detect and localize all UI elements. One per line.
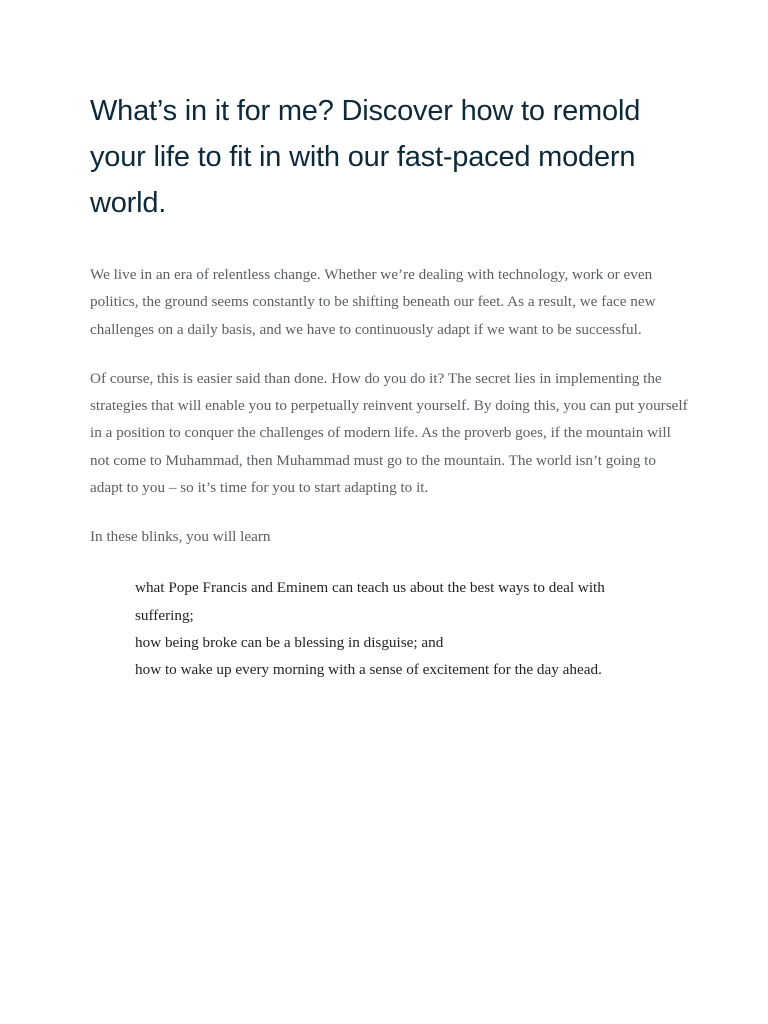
- learning-list: [90, 574, 690, 683]
- article-body: [90, 261, 690, 684]
- paragraph-1: We live in an era of relentless change. Whether we’re dealing with technology, work or even politics, the ground seems constantly to be shifting beneath our feet. As a result, we face new challenges on a daily basis, and we have to continuously adapt if we want to be successful.: [90, 266, 656, 338]
- list-item: how being broke can be a blessing in disguise; and: [135, 633, 444, 651]
- article: [90, 88, 690, 684]
- list-intro: In these blinks, you will learn: [90, 528, 271, 546]
- paragraph-2: Of course, this is easier said than done. How do you do it? The secret lies in implementing the strategies that will enable you to perpetually reinvent yourself. By doing this, you can put yourself in a position to conquer the challenges of modern life. As the proverb goes, if the mountain will not come to Muhammad, then Muhammad must go to the mountain. The world isn’t going to adapt to you – so it’s time for you to start adapting to it.: [90, 369, 688, 497]
- list-item: how to wake up every morning with a sense of excitement for the day ahead.: [135, 661, 602, 679]
- article-title: What’s in it for me? Discover how to remold your life to fit in with our fast-paced modern world.: [90, 95, 641, 219]
- list-item: what Pope Francis and Eminem can teach us about the best ways to deal with suffering;: [135, 579, 605, 624]
